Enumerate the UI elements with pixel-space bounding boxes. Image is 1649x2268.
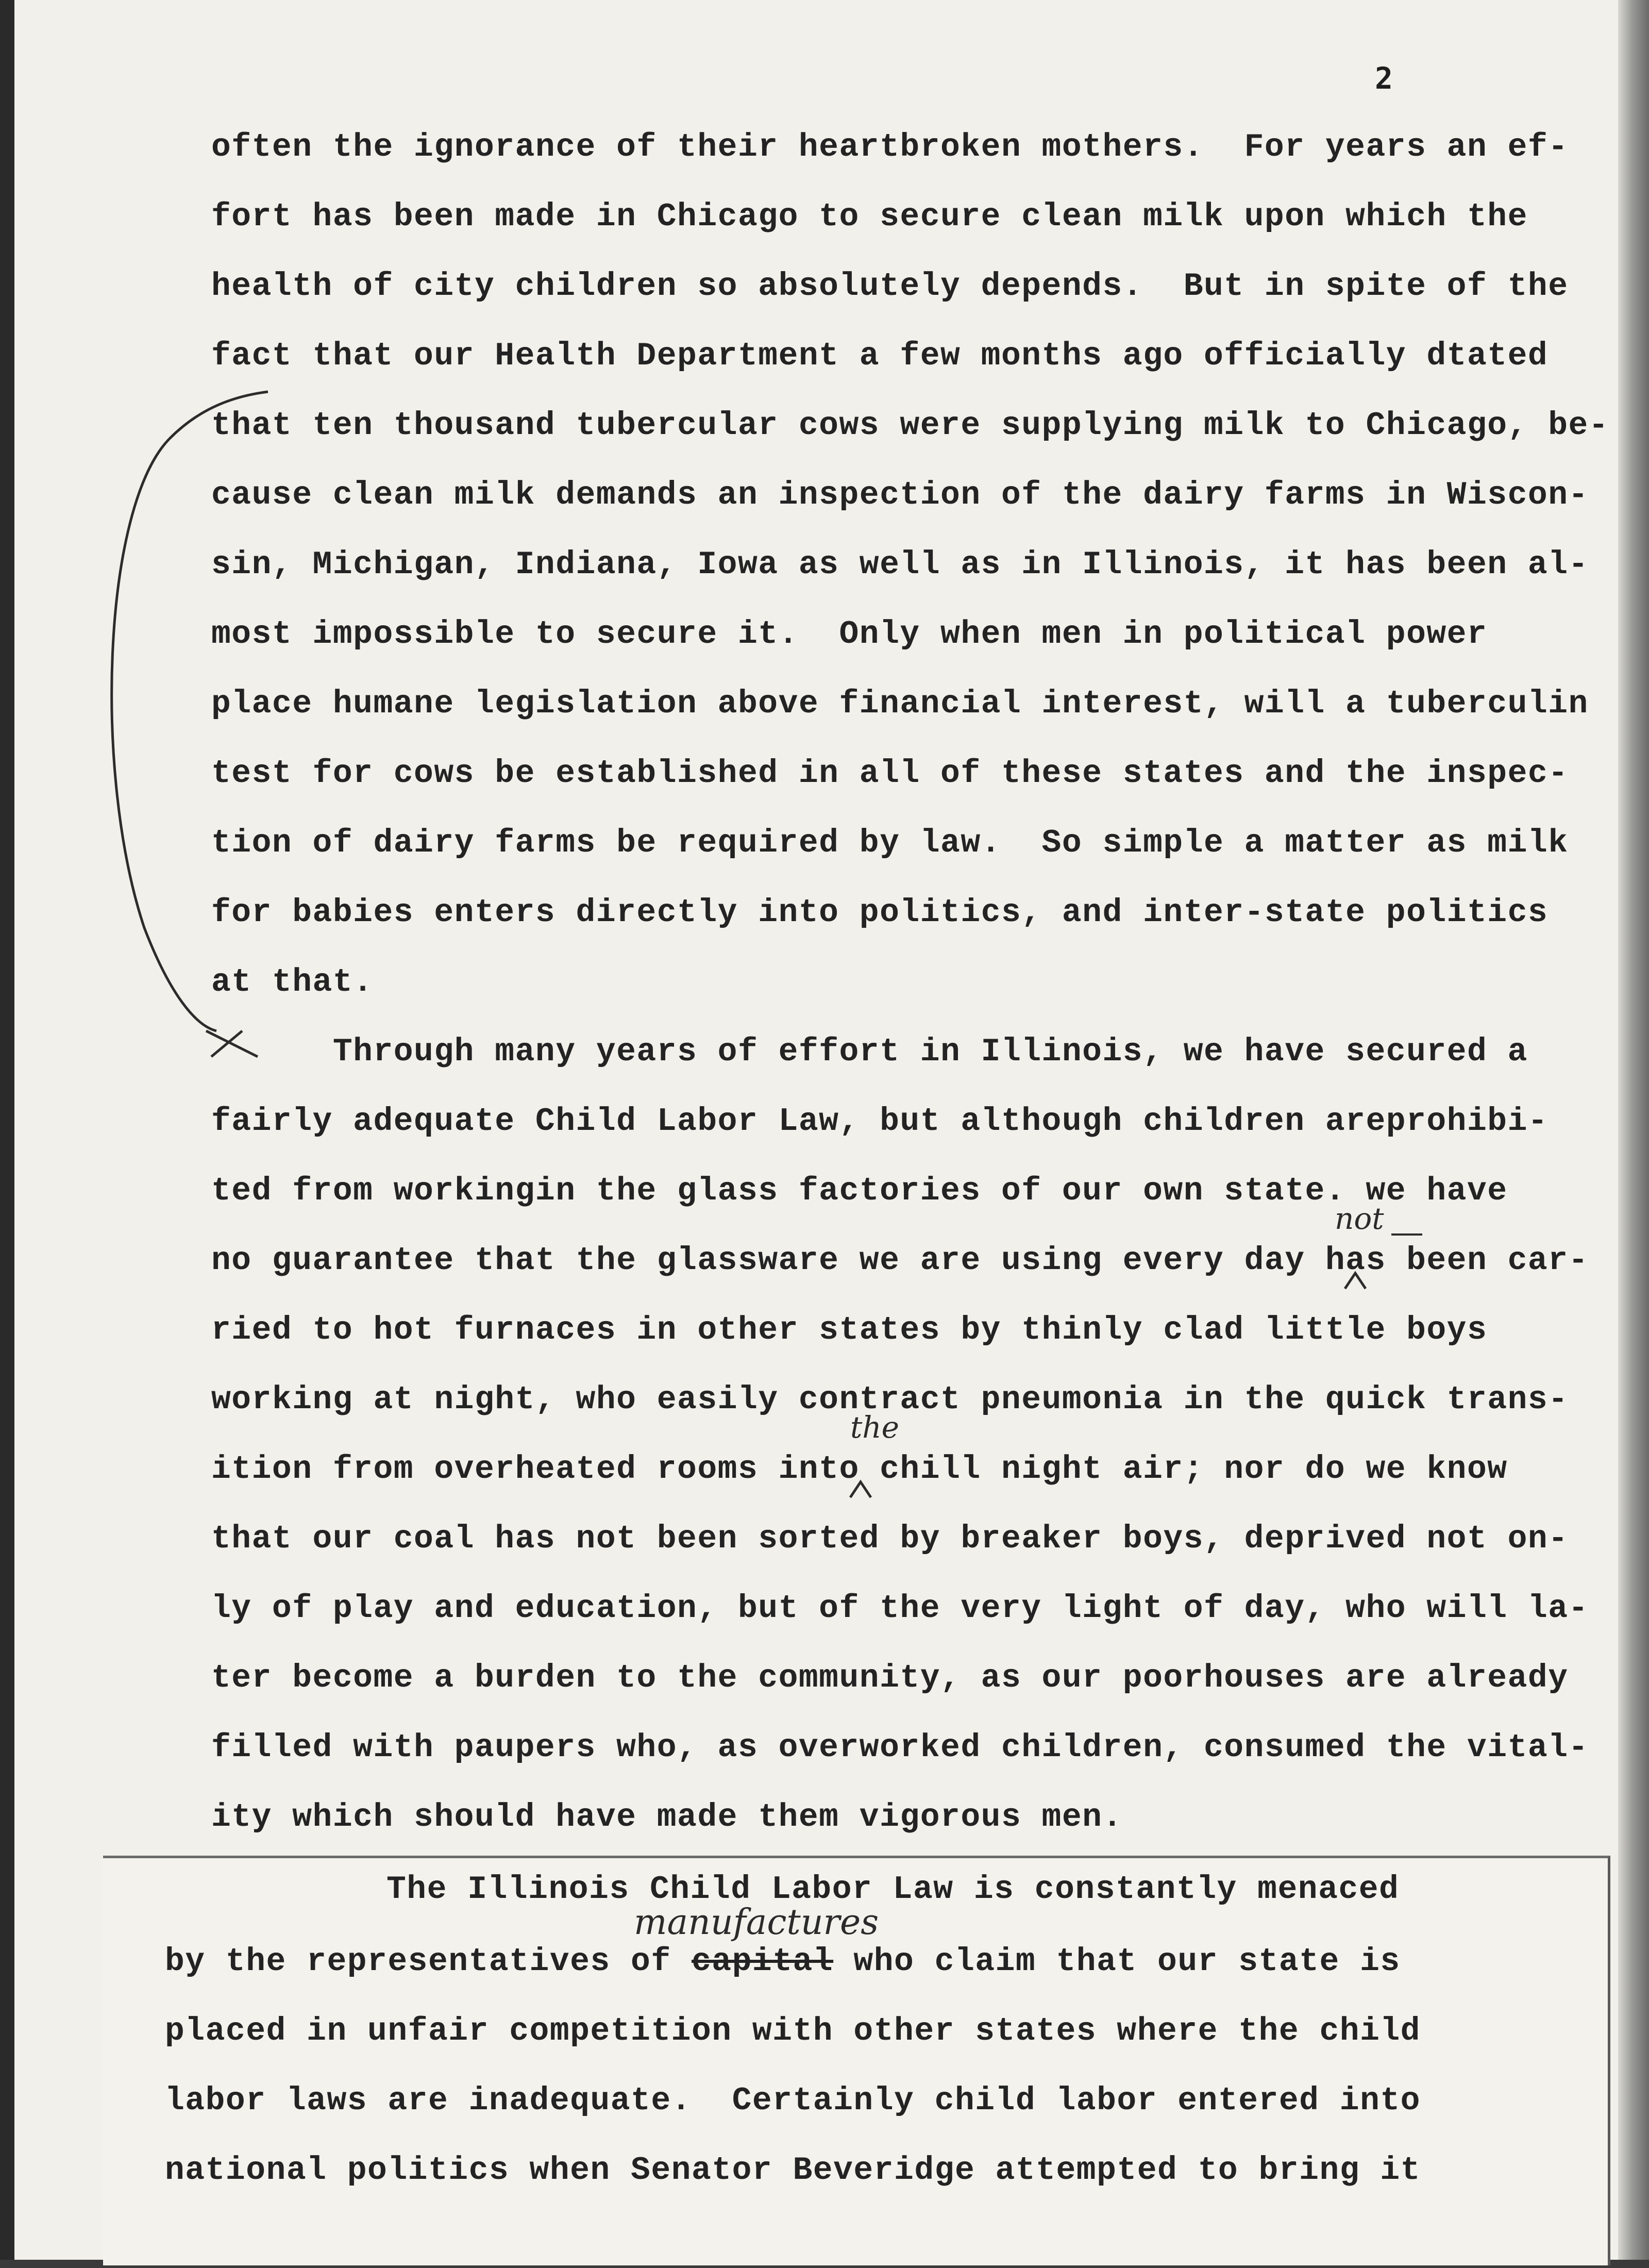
body-line: ter become a burden to the community, as our poorhouses are already [211, 1660, 1569, 1696]
scan-right-edge [1618, 0, 1649, 2268]
body-line: that our coal has not been sorted by breaker boys, deprived not on- [211, 1521, 1569, 1557]
body-line: ly of play and education, but of the very light of day, who will la- [211, 1590, 1589, 1627]
handwritten-insert-the: the [850, 1410, 899, 1445]
body-line: ition from overheated rooms into chill night air; nor do we know [211, 1451, 1508, 1488]
slip-line: national politics when Senator Beveridge attempted to bring it [165, 2152, 1421, 2189]
body-line: Through many years of effort in Illinois, we have secured a [211, 1033, 1528, 1070]
body-line: place humane legislation above financial interest, will a tuberculin [211, 686, 1589, 722]
body-line: often the ignorance of their heartbroken mothers. For years an ef- [211, 129, 1569, 165]
body-line: most impossible to secure it. Only when men in political power [211, 616, 1488, 653]
body-line: test for cows be established in all of these states and the inspec- [211, 755, 1569, 792]
page-number: 2 [1375, 61, 1393, 96]
slip-line [165, 1943, 1401, 1980]
body-line: ted from workingin the glass factories of our own state. we have [211, 1173, 1508, 1209]
body-line: filled with paupers who, as overworked children, consumed the vital- [211, 1729, 1589, 1766]
body-line: tion of dairy farms be required by law. So simple a matter as milk [211, 825, 1569, 861]
body-line: cause clean milk demands an inspection of the dairy farms in Wiscon- [211, 477, 1589, 513]
body-line: working at night, who easily contract pneumonia in the quick trans- [211, 1381, 1569, 1418]
slip-line: The Illinois Child Labor Law is constantly menaced [386, 1871, 1400, 1908]
handwritten-insert-manufacturers: manufactures [634, 1902, 879, 1943]
slip-line: labor laws are inadequate. Certainly child labor entered into [165, 2082, 1421, 2119]
slip-line-part: by the representatives of [165, 1943, 692, 1980]
body-line: that ten thousand tubercular cows were supplying milk to Chicago, be- [211, 407, 1609, 444]
body-line: no guarantee that the glassware we are using every day has been car- [211, 1242, 1589, 1279]
handwritten-insert-not: not [1335, 1201, 1384, 1236]
struck-word: capital [691, 1943, 834, 1980]
body-line: fact that our Health Department a few months ago officially dtated [211, 338, 1549, 374]
slip-line-part: who claim that our state is [833, 1943, 1401, 1980]
body-line: fort has been made in Chicago to secure clean milk upon which the [211, 198, 1528, 235]
body-line: sin, Michigan, Indiana, Iowa as well as in Illinois, it has been al- [211, 546, 1589, 583]
body-line: health of city children so absolutely depends. But in spite of the [211, 268, 1569, 305]
body-line: fairly adequate Child Labor Law, but although children areprohibi- [211, 1103, 1549, 1140]
scan-left-edge [0, 0, 14, 2268]
body-line: ried to hot furnaces in other states by thinly clad little boys [211, 1312, 1488, 1348]
body-line: at that. [211, 964, 374, 1000]
body-line: ity which should have made them vigorous men. [211, 1799, 1123, 1836]
slip-line: placed in unfair competition with other states where the child [165, 2013, 1421, 2049]
body-line: for babies enters directly into politics, and inter-state politics [211, 894, 1549, 931]
